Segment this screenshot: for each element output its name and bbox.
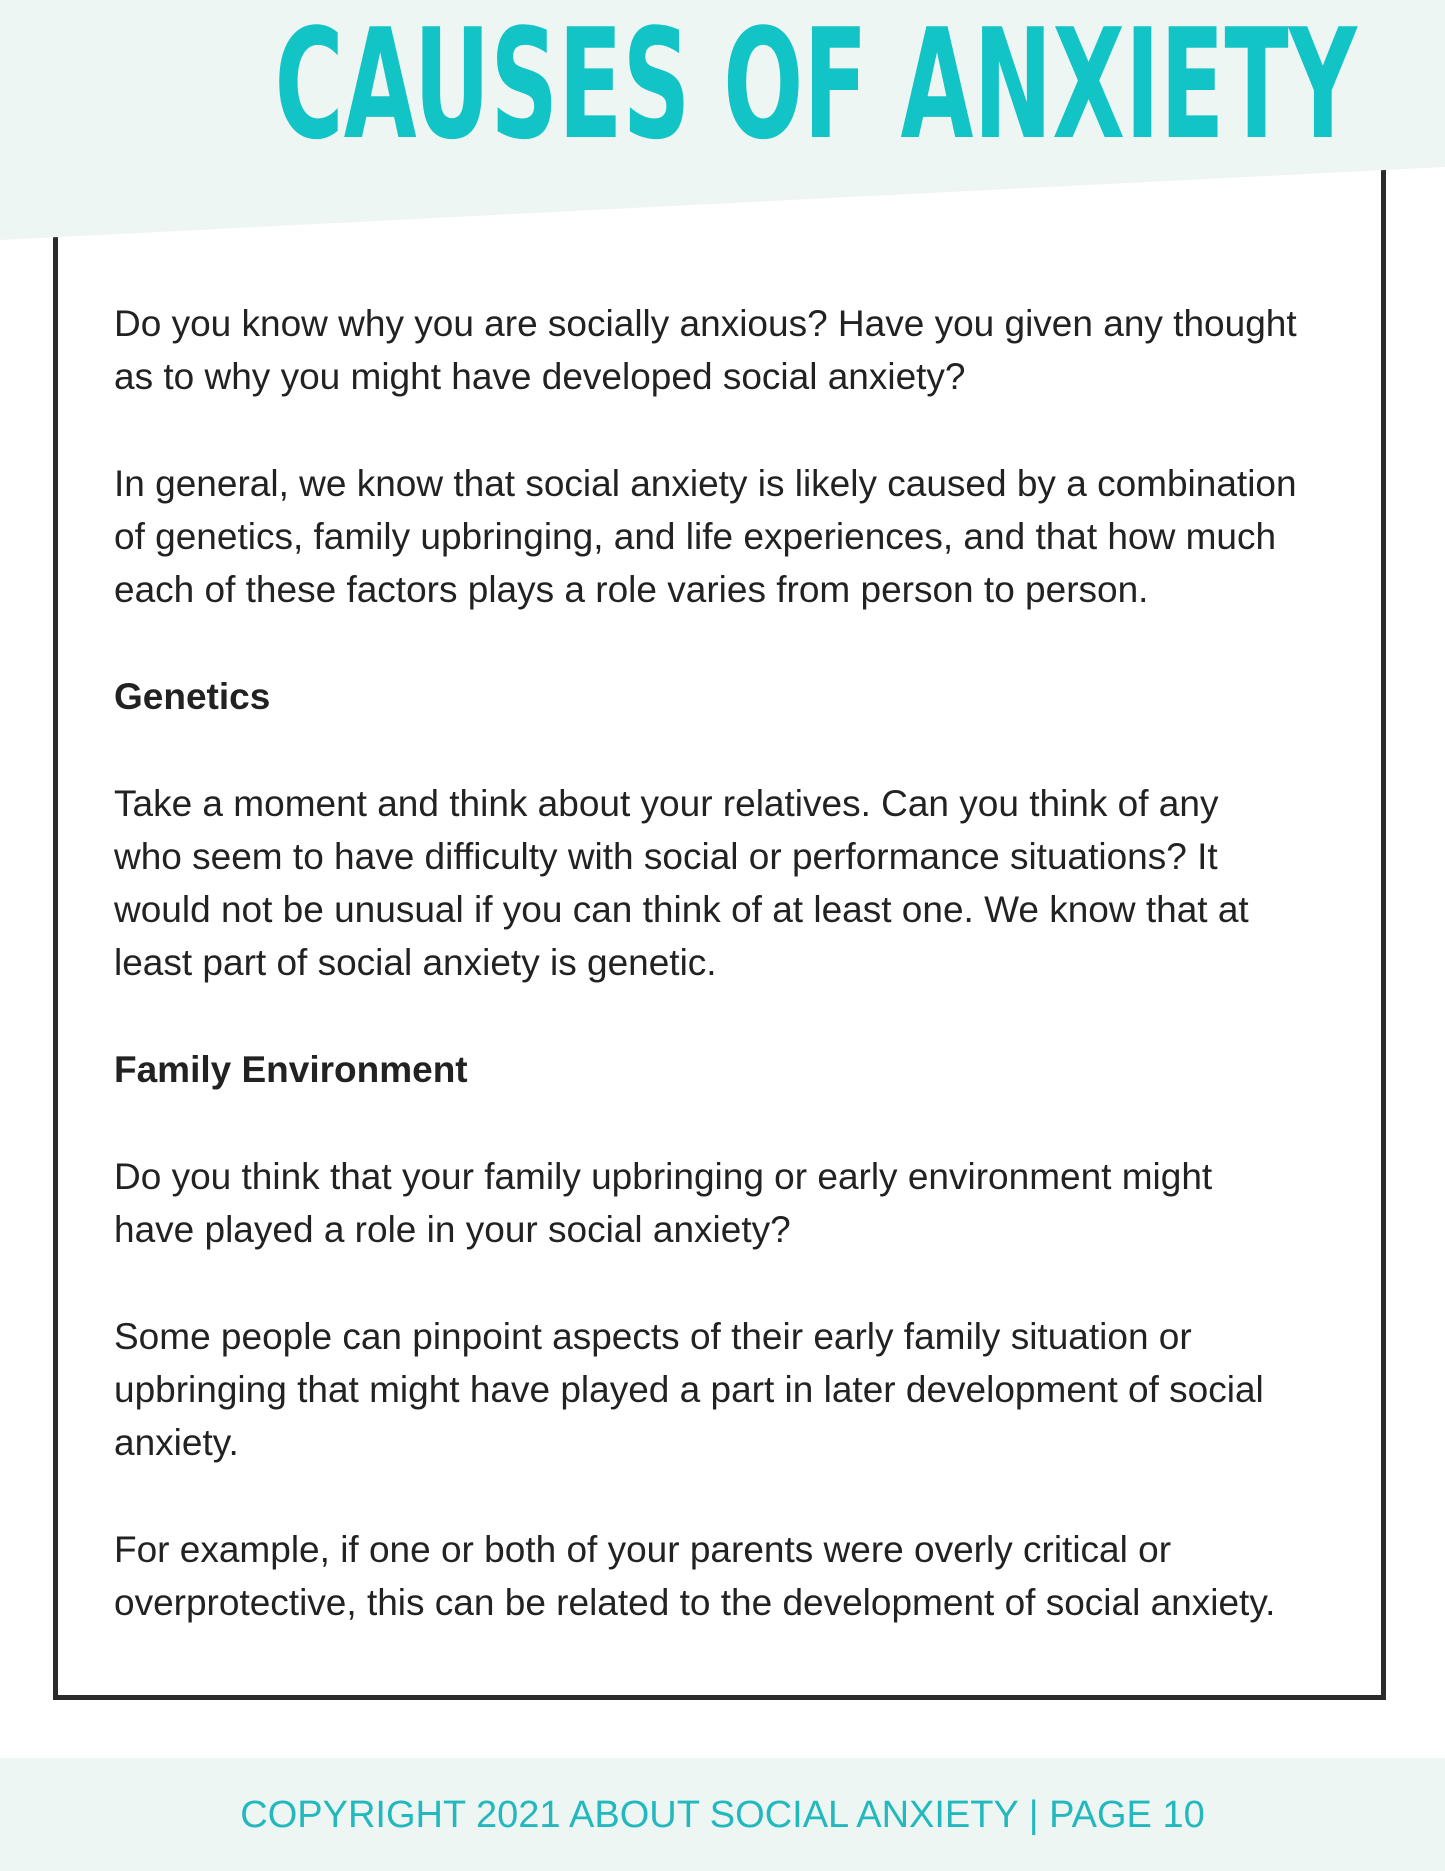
paragraph-genetics-line-1: Take a moment and think about your relatives. Can you think of any	[114, 783, 1219, 824]
paragraph-gap	[114, 616, 1354, 670]
paragraph-gap	[114, 989, 1354, 1043]
paragraph-pinpoint-line-2: upbringing that might have played a part in later development of social	[114, 1369, 1264, 1410]
paragraph-general-line-3: each of these factors plays a role varies from person to person.	[114, 569, 1149, 610]
paragraph-genetics-line-4: least part of social anxiety is genetic.	[114, 942, 717, 983]
paragraph-gap	[114, 403, 1354, 457]
section-heading-genetics: Genetics	[114, 676, 271, 717]
paragraph-intro-line-2: as to why you might have developed social anxiety?	[114, 356, 966, 397]
document-body	[114, 297, 1354, 1629]
paragraph-family-line-1: Do you think that your family upbringing or early environment might	[114, 1156, 1213, 1197]
paragraph-gap	[114, 1469, 1354, 1523]
paragraph-gap	[114, 723, 1354, 777]
section-heading-family-environment: Family Environment	[114, 1049, 468, 1090]
footer-band	[0, 1758, 1445, 1871]
footer-copyright: COPYRIGHT 2021 ABOUT SOCIAL ANXIETY | PAGE 10	[240, 1794, 1205, 1836]
paragraph-example-line-1: For example, if one or both of your parents were overly critical or	[114, 1529, 1172, 1570]
page-title: CAUSES OF ANXIETY	[274, 0, 1357, 173]
paragraph-general-line-1: In general, we know that social anxiety is likely caused by a combination	[114, 463, 1297, 504]
paragraph-genetics-line-3: would not be unusual if you can think of at least one. We know that at	[114, 889, 1249, 930]
paragraph-gap	[114, 1096, 1354, 1150]
paragraph-pinpoint-line-3: anxiety.	[114, 1422, 239, 1463]
paragraph-general-line-2: of genetics, family upbringing, and life experiences, and that how much	[114, 516, 1277, 557]
paragraph-genetics-line-2: who seem to have difficulty with social or performance situations? It	[114, 836, 1218, 877]
paragraph-intro-line-1: Do you know why you are socially anxious? Have you given any thought	[114, 303, 1297, 344]
paragraph-family-line-2: have played a role in your social anxiety?	[114, 1209, 791, 1250]
paragraph-gap	[114, 1256, 1354, 1310]
paragraph-pinpoint-line-1: Some people can pinpoint aspects of their early family situation or	[114, 1316, 1192, 1357]
paragraph-example-line-2: overprotective, this can be related to the development of social anxiety.	[114, 1582, 1276, 1623]
